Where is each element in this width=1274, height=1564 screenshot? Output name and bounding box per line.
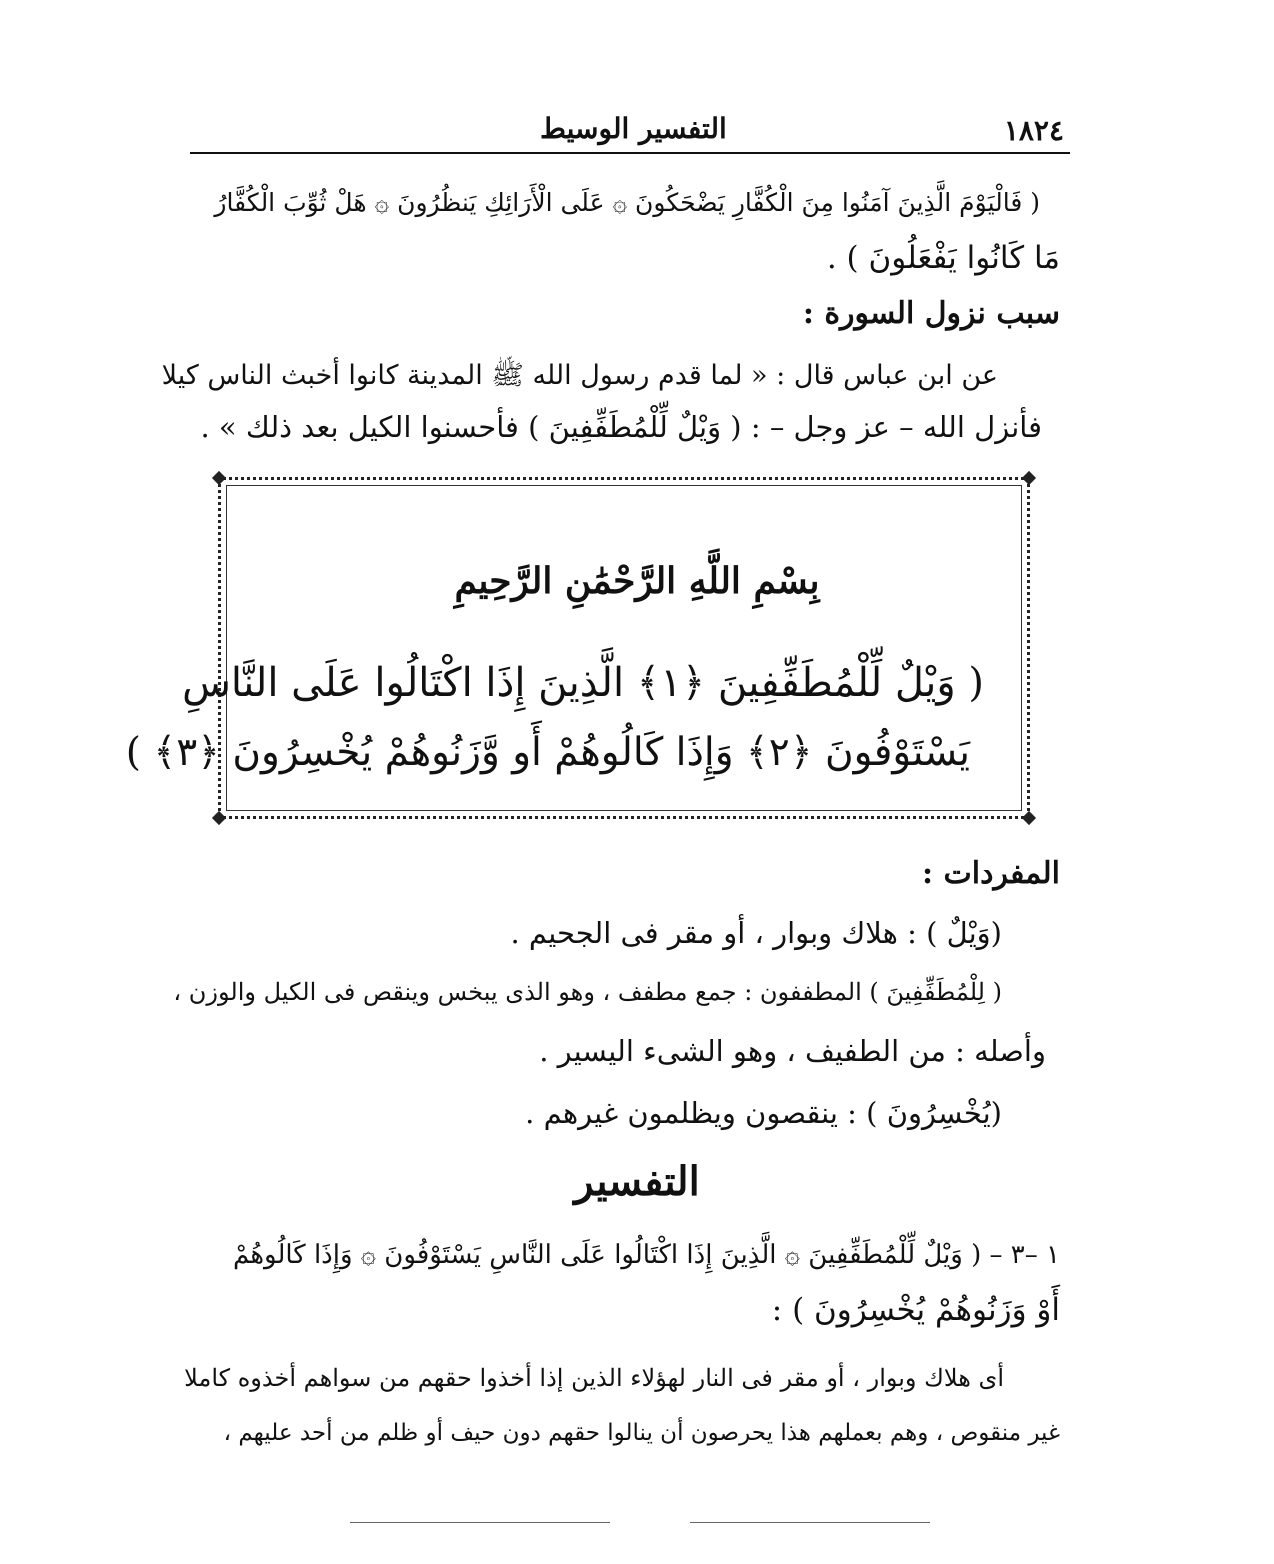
tafsir-heading: التفسير (574, 1158, 700, 1205)
tafsir-paragraph-line-1: أى هلاك وبوار ، أو مقر فى النار لهؤلاء الذين إذا أخذوا حقهم من سواهم أخذوه كاملا (184, 1364, 1004, 1392)
running-title: التفسير الوسيط (540, 112, 727, 145)
vocabulary-item-yukhsirun: (يُخْسِرُونَ ) : ينقصون ويظلمون غيرهم . (525, 1096, 1002, 1130)
revelation-line-1: عن ابن عباس قال : « لما قدم رسول الله ﷺ المدينة كانوا أخبث الناس كيلا (161, 360, 998, 391)
tafsir-verse-line-2: أَوْ وَزَنُوهُمْ يُخْسِرُونَ ) : (771, 1292, 1060, 1328)
header-rule (190, 152, 1070, 154)
intro-verse-line-2: مَا كَانُوا يَفْعَلُونَ ) . (826, 240, 1060, 276)
footer-rule (690, 1522, 930, 1523)
page-number: ١٨٢٤ (1003, 114, 1064, 147)
bismillah: بِسْمِ اللَّهِ الرَّحْمَٰنِ الرَّحِيمِ (454, 560, 820, 602)
vocabulary-item-mutaffifin-line-2: وأصله : من الطفيف ، وهو الشىء اليسير . (539, 1034, 1046, 1068)
tafsir-paragraph-line-2: غير منقوص ، وهم بعملهم هذا يحرصون أن ينالوا حقهم دون حيف أو ظلم من أحد عليهم ، (223, 1420, 1060, 1446)
vocabulary-heading: المفردات : (921, 856, 1060, 891)
surah-verse-line-1: ( وَيْلٌ لِّلْمُطَفِّفِينَ ﴿١﴾ الَّذِينَ إِذَا اكْتَالُوا عَلَى النَّاسِ (182, 660, 984, 706)
revelation-line-2: فأنزل الله – عز وجل – : ( وَيْلٌ لِّلْمُطَفِّفِينَ ) فأحسنوا الكيل بعد ذلك » . (200, 410, 1042, 444)
footer-rule (350, 1522, 610, 1523)
vocabulary-item-mutaffifin-line-1: ( لِلْمُطَفِّفِينَ ) المطففون : جمع مطفف ، وهو الذى يبخس وينقص فى الكيل والوزن ، (173, 978, 1002, 1006)
revelation-heading: سبب نزول السورة : (802, 296, 1060, 331)
intro-verse-line-1: ( فَالْيَوْمَ الَّذِينَ آمَنُوا مِنَ الْكُفَّارِ يَضْحَكُونَ ۞ عَلَى الْأَرَائِكِ يَنظُرُونَ ۞ هَلْ ثُوِّبَ الْكُفَّارُ (214, 188, 1040, 217)
tafsir-verse-line-1: ١ –٣ – ( وَيْلٌ لِّلْمُطَفِّفِينَ ۞ الَّذِينَ إِذَا اكْتَالُوا عَلَى النَّاسِ يَسْتَوْفُونَ ۞ وَإِذَا كَالُوهُمْ (233, 1240, 1060, 1270)
vocabulary-item-wayl: (وَيْلٌ ) : هلاك وبوار ، أو مقر فى الجحيم . (510, 916, 1002, 950)
surah-verse-line-2: يَسْتَوْفُونَ ﴿٢﴾ وَإِذَا كَالُوهُمْ أَو وَّزَنُوهُمْ يُخْسِرُونَ ﴿٣﴾ ) (125, 730, 970, 775)
